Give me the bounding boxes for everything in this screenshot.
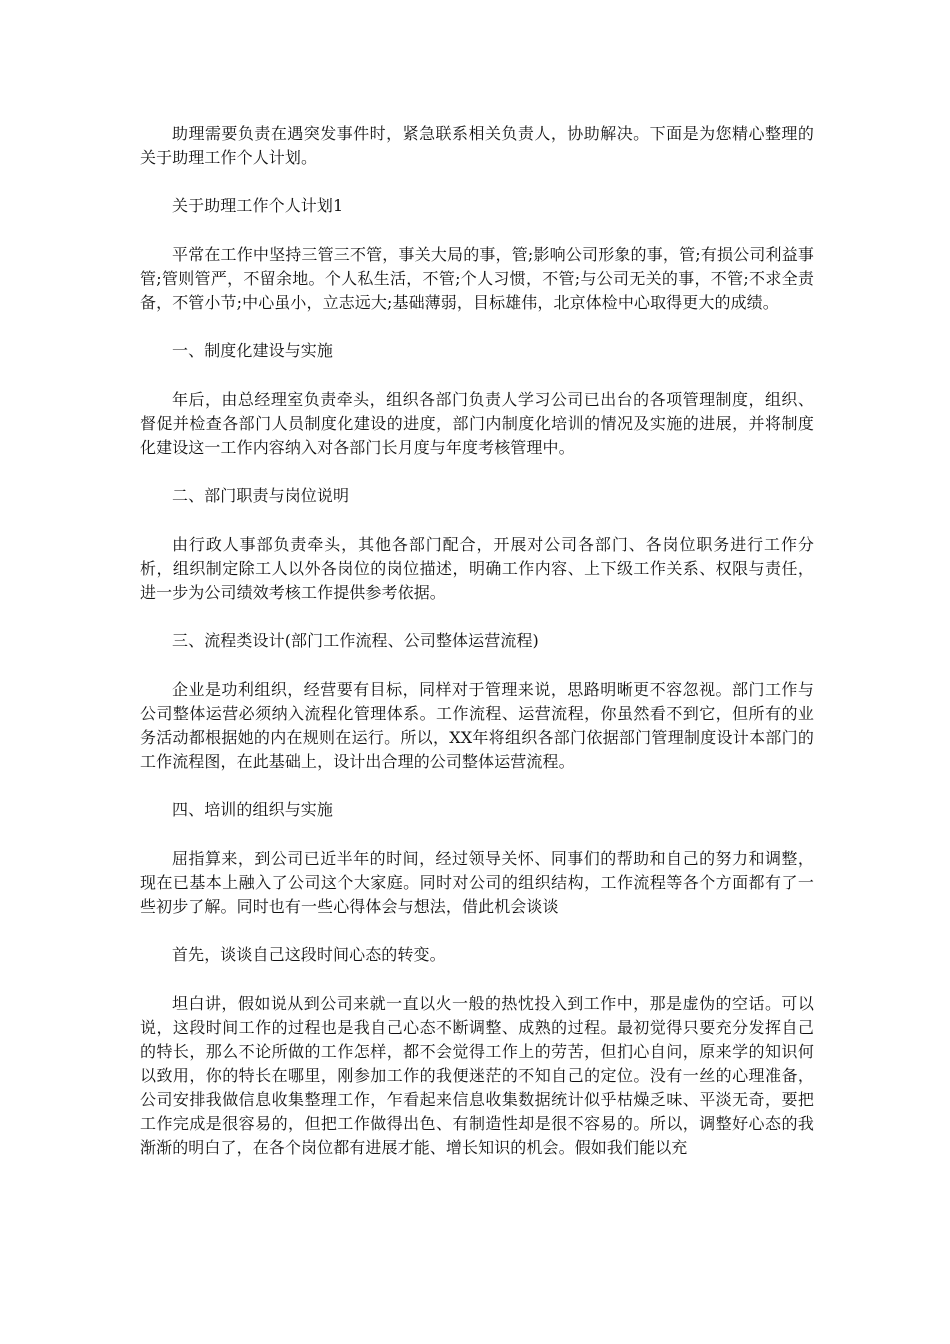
document-title: 关于助理工作个人计划1 <box>172 196 344 215</box>
body-paragraph: 平常在工作中坚持三管三不管，事关大局的事，管;影响公司形象的事，管;有损公司利益事管;管则管严，不留余地。个人私生活，不管;个人习惯，不管;与公司无关的事，不管;不求全责备，不管小节;中心虽小，立志远大;基础薄弱，目标雄伟，北京体检中心取得更大的成绩。 <box>140 245 814 312</box>
body-paragraph: 屈指算来，到公司已近半年的时间，经过领导关怀、同事们的帮助和自己的努力和调整，现在已基本上融入了公司这个大家庭。同时对公司的组织结构，工作流程等各个方面都有了一些初步了解。同时也有一些心得体会与想法，借此机会谈谈 <box>140 849 814 916</box>
body-paragraph: 企业是功利组织，经营要有目标，同样对于管理来说，思路明晰更不容忽视。部门工作与公司整体运营必须纳入流程化管理体系。工作流程、运营流程，你虽然看不到它，但所有的业务活动都根据她的内在规则在运行。所以，XX年将组织各部门依据部门管理制度设计本部门的工作流程图，在此基础上，设计出合理的公司整体运营流程。 <box>140 680 814 771</box>
intro-paragraph: 助理需要负责在遇突发事件时，紧急联系相关负责人，协助解决。下面是为您精心整理的关于助理工作个人计划。 <box>140 124 814 167</box>
document-body <box>140 122 814 1184</box>
body-paragraph: 坦白讲，假如说从到公司来就一直以火一般的热忱投入到工作中，那是虚伪的空话。可以说，这段时间工作的过程也是我自己心态不断调整、成熟的过程。最初觉得只要充分发挥自己的特长，那么不论所做的工作怎样，都不会觉得工作上的劳苦，但扪心自问，原来学的知识何以致用，你的特长在哪里，刚参加工作的我便迷茫的不知自己的定位。没有一丝的心理准备，公司安排我做信息收集整理工作，乍看起来信息收集数据统计似乎枯燥乏味、平淡无奇，要把工作完成是很容易的，但把工作做得出色、有制造性却是很不容易的。所以，调整好心态的我渐渐的明白了，在各个岗位都有进展才能、增长知识的机会。假如我们能以充 <box>140 994 814 1157</box>
body-paragraph: 由行政人事部负责牵头，其他各部门配合，开展对公司各部门、各岗位职务进行工作分析，组织制定除工人以外各岗位的岗位描述，明确工作内容、上下级工作关系、权限与责任，进一步为公司绩效考核工作提供参考依据。 <box>140 535 814 602</box>
section-heading: 四、培训的组织与实施 <box>172 800 334 819</box>
section-heading: 二、部门职责与岗位说明 <box>172 486 350 505</box>
section-heading: 首先，谈谈自己这段时间心态的转变。 <box>172 945 446 964</box>
section-heading: 三、流程类设计(部门工作流程、公司整体运营流程) <box>172 631 539 650</box>
section-heading: 一、制度化建设与实施 <box>172 341 334 360</box>
body-paragraph: 年后，由总经理室负责牵头，组织各部门负责人学习公司已出台的各项管理制度，组织、督促并检查各部门人员制度化建设的进度，部门内制度化培训的情况及实施的进展，并将制度化建设这一工作内容纳入对各部门长月度与年度考核管理中。 <box>140 390 814 457</box>
